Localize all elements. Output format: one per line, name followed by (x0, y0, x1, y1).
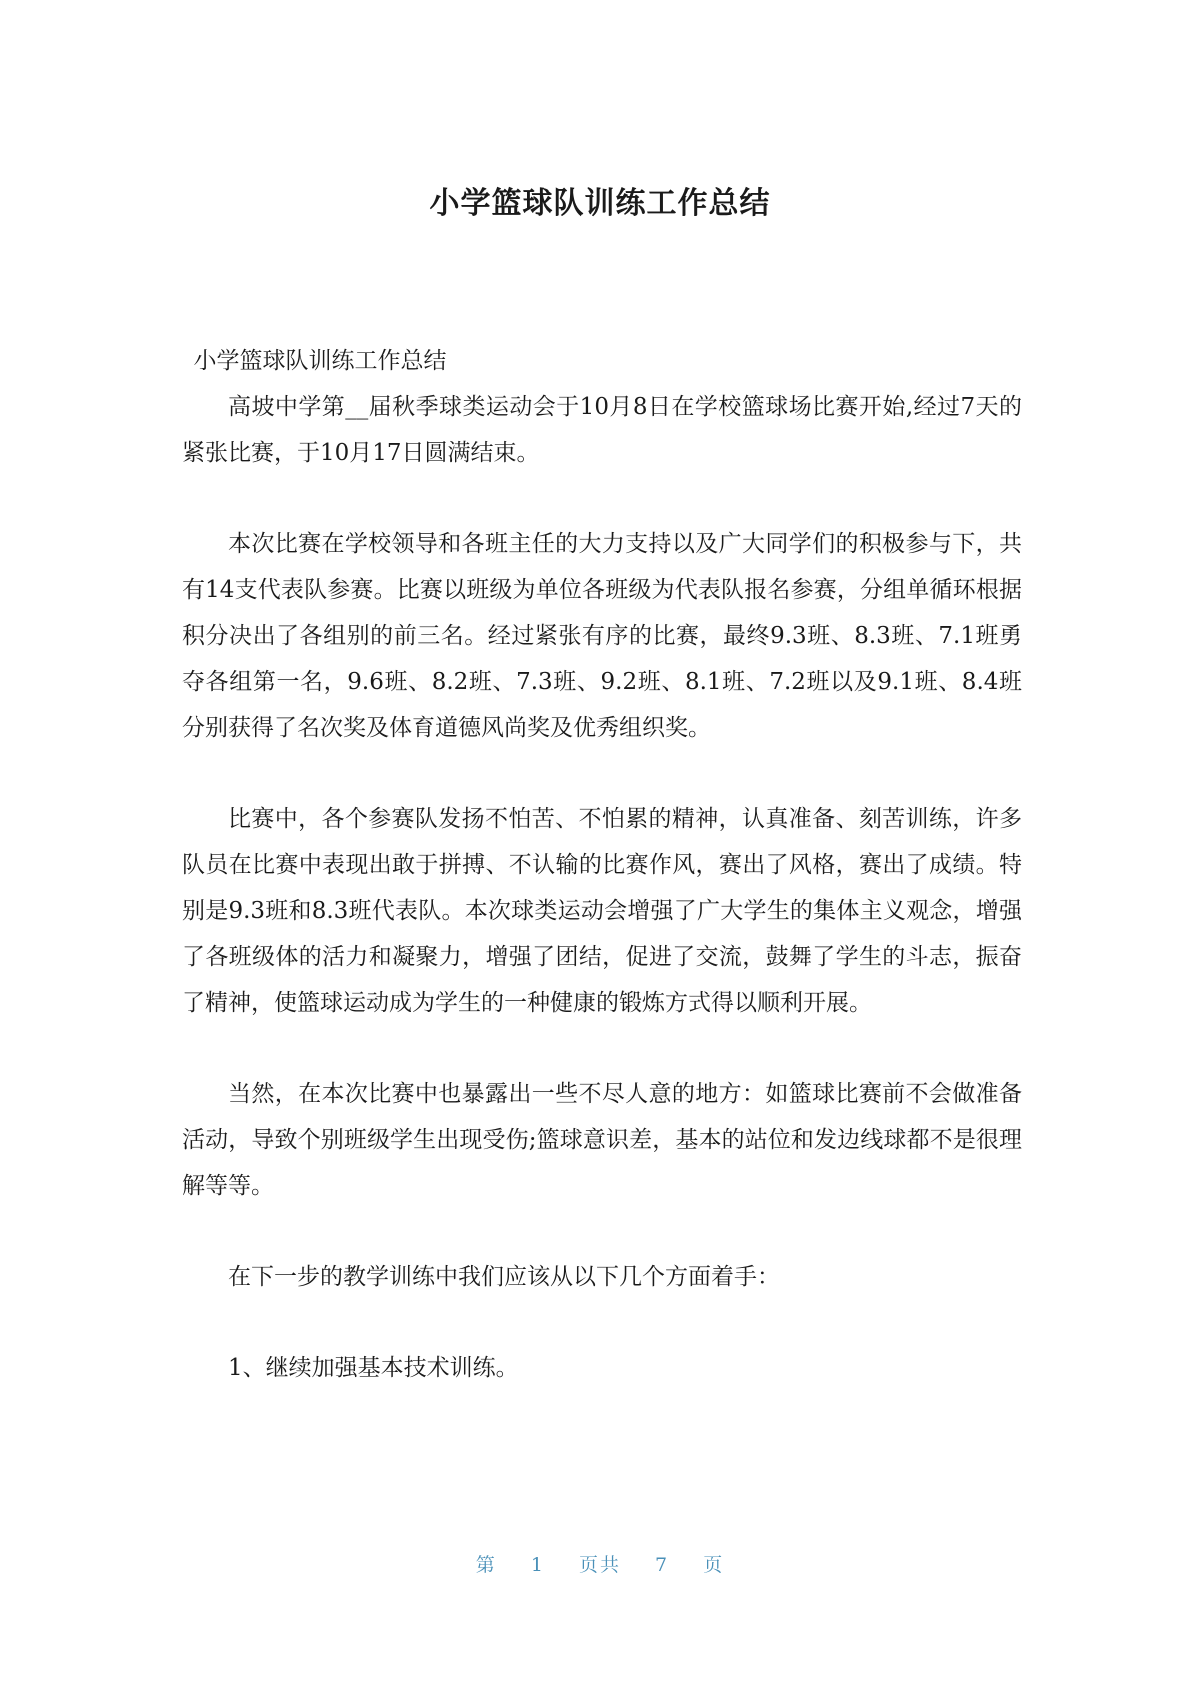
footer-prefix: 第 (475, 1554, 497, 1576)
paragraph-4: 当然，在本次比赛中也暴露出一些不尽人意的地方：如篮球比赛前不会做准备活动，导致个别班级学生出现受伤;篮球意识差，基本的站位和发边线球都不是很理解等等。 (182, 1081, 1022, 1199)
document-body (182, 338, 1022, 1391)
document-title: 小学篮球队训练工作总结 (429, 186, 771, 221)
page-footer (0, 1550, 1200, 1577)
paragraph-5: 在下一步的教学训练中我们应该从以下几个方面着手： (228, 1264, 780, 1290)
paragraph-3: 比赛中，各个参赛队发扬不怕苦、不怕累的精神，认真准备、刻苦训练，许多队员在比赛中表现出敢于拼搏、不认输的比赛作风，赛出了风格，赛出了成绩。特别是9.3班和8.3班代表队。本次球类运动会增强了广大学生的集体主义观念，增强了各班级体的活力和凝聚力，增强了团结，促进了交流，鼓舞了学生的斗志，振奋了精神，使篮球运动成为学生的一种健康的锻炼方式得以顺利开展。 (182, 806, 1022, 1016)
document-subtitle: 小学篮球队训练工作总结 (193, 348, 447, 374)
paragraph-2: 本次比赛在学校领导和各班主任的大力支持以及广大同学们的积极参与下，共有14支代表队参赛。比赛以班级为单位各班级为代表队报名参赛，分组单循环根据积分决出了各组别的前三名。经过紧张有序的比赛，最终9.3班、8.3班、7.1班勇夺各组第一名，9.6班、8.2班、7.3班、9.2班、8.1班、7.2班以及9.1班、8.4班分别获得了名次奖及体育道德风尚奖及优秀组织奖。 (182, 531, 1022, 741)
footer-middle: 页共 (578, 1554, 621, 1576)
footer-total-pages: 7 (655, 1554, 670, 1576)
footer-suffix: 页 (703, 1554, 725, 1576)
paragraph-1: 高坡中学第__届秋季球类运动会于10月8日在学校篮球场比赛开始,经过7天的紧张比赛，于10月17日圆满结束。 (182, 394, 1022, 466)
paragraph-6: 1、继续加强基本技术训练。 (228, 1355, 519, 1381)
footer-current-page: 1 (530, 1554, 545, 1576)
